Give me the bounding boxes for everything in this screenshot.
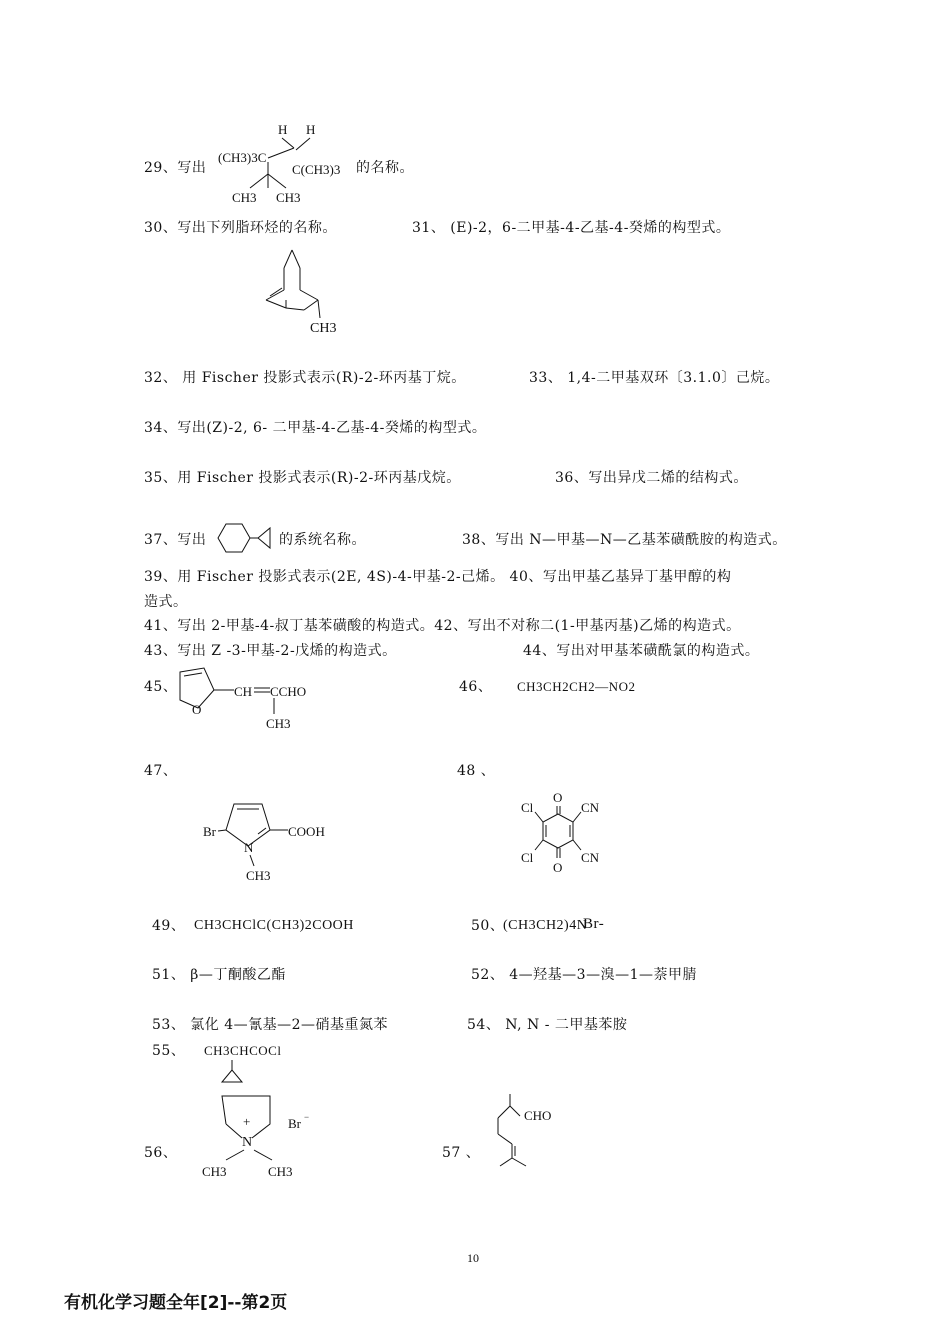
q47-n: N <box>244 840 254 855</box>
q41-text: 41、写出 2-甲基-4-叔丁基苯磺酸的构造式。42、写出不对称二(1-甲基丙基)乙烯的构造式。 <box>144 618 741 634</box>
q29-h1: H <box>278 122 288 137</box>
q48-cl2: Cl <box>521 850 534 865</box>
q37-cyclohexyl-cyclopropane <box>212 520 274 556</box>
q47-pyrrole-structure <box>200 798 340 890</box>
q56-minus: − <box>304 1112 310 1122</box>
q38-text: 38、写出 N—甲基—N—乙基苯磺酰胺的构造式。 <box>462 532 787 548</box>
q48-cn1: CN <box>581 800 600 815</box>
q47-ch3: CH3 <box>246 868 271 883</box>
q57-cho: CHO <box>524 1108 552 1123</box>
q45-ch: CH <box>234 684 253 699</box>
document-footer: 有机化学习题全年[2]--第2页 <box>64 1293 288 1313</box>
q29-structure <box>210 118 355 208</box>
q31-text: 31、 (E)-2，6-二甲基-4-乙基-4-癸烯的构型式。 <box>412 220 731 236</box>
q29-right-group: C(CH3)3 <box>292 162 341 177</box>
q29-tail: 的名称。 <box>356 160 414 176</box>
q50-formula: (CH3CH2)4N <box>503 918 588 933</box>
q55-cyclopropyl <box>218 1060 248 1086</box>
q47-label: 47、 <box>144 763 178 779</box>
q37-label: 37、写出 <box>144 532 207 548</box>
q47-cooh: COOH <box>288 824 325 839</box>
q50-ion: Br- <box>583 916 605 932</box>
q46-formula: CH3CH2CH2—NO2 <box>517 679 636 694</box>
q45-ch3: CH3 <box>266 716 291 731</box>
q47-br: Br <box>203 824 216 839</box>
q36-text: 36、写出异戊二烯的结构式。 <box>555 470 748 486</box>
q48-cn2: CN <box>581 850 600 865</box>
q49-formula: CH3CHClC(CH3)2COOH <box>194 918 354 933</box>
q35-text: 35、用 Fischer 投影式表示(R)-2-环丙基戊烷。 <box>144 470 461 486</box>
q29-me2: CH3 <box>276 190 301 205</box>
q45-o: O <box>192 702 202 717</box>
q33-text: 33、 1,4-二甲基双环〔3.1.0〕己烷。 <box>529 370 780 386</box>
q30-bicyclic-structure <box>262 240 352 345</box>
q45-label: 45、 <box>144 679 178 695</box>
q30-text: 30、写出下列脂环烃的名称。 <box>144 220 337 236</box>
q54-text: 54、 N, N - 二甲基苯胺 <box>467 1017 628 1033</box>
q48-cl1: Cl <box>521 800 534 815</box>
q56-me2: CH3 <box>268 1164 293 1179</box>
page-number: 10 <box>467 1251 479 1265</box>
q29-left-group: (CH3)3C <box>218 150 267 165</box>
q56-n: N <box>242 1135 253 1150</box>
q50-label: 50、 <box>471 918 505 934</box>
q48-o-top: O <box>553 790 563 805</box>
q51-text: 51、 β—丁酮酸乙酯 <box>152 967 286 983</box>
q48-o-bottom: O <box>553 860 563 875</box>
q49-label: 49、 <box>152 918 186 934</box>
q30-ch3: CH3 <box>310 321 337 336</box>
q56-br: Br <box>288 1116 301 1131</box>
q45-furan-structure <box>174 664 324 736</box>
q29-me1: CH3 <box>232 190 257 205</box>
q57-citral-structure <box>486 1090 566 1170</box>
q56-plus: + <box>243 1114 251 1129</box>
q29-label: 29、写出 <box>144 160 207 176</box>
q52-text: 52、 4—羟基—3—溴—1—萘甲腈 <box>471 967 697 983</box>
q37-tail: 的系统名称。 <box>279 532 366 548</box>
q55-formula: CH3CHCOCl <box>204 1043 282 1058</box>
q39-text-cont: 造式。 <box>144 594 188 610</box>
q56-me1: CH3 <box>202 1164 227 1179</box>
q46-label: 46、 <box>459 679 493 695</box>
q39-text: 39、用 Fischer 投影式表示(2E, 4S)-4-甲基-2-己烯。 40、写出甲基乙基异丁基甲醇的构 <box>144 569 732 585</box>
q56-pyrrolidinium-structure <box>196 1088 316 1184</box>
q44-text: 44、写出对甲基苯磺酰氯的构造式。 <box>523 643 760 659</box>
q48-label: 48 、 <box>457 763 496 779</box>
q29-h2: H <box>306 122 316 137</box>
q45-ccho: CCHO <box>270 684 307 699</box>
q56-label: 56、 <box>144 1145 178 1161</box>
q34-text: 34、写出(Z)-2, 6- 二甲基-4-乙基-4-癸烯的构型式。 <box>144 420 487 436</box>
q53-text: 53、 氯化 4—氰基—2—硝基重氮苯 <box>152 1017 389 1033</box>
q55-label: 55、 <box>152 1043 186 1059</box>
q43-text: 43、写出 Z -3-甲基-2-戊烯的构造式。 <box>144 643 397 659</box>
q57-label: 57 、 <box>442 1145 481 1161</box>
q48-quinone-structure <box>515 786 615 878</box>
q32-text: 32、 用 Fischer 投影式表示(R)-2-环丙基丁烷。 <box>144 370 466 386</box>
